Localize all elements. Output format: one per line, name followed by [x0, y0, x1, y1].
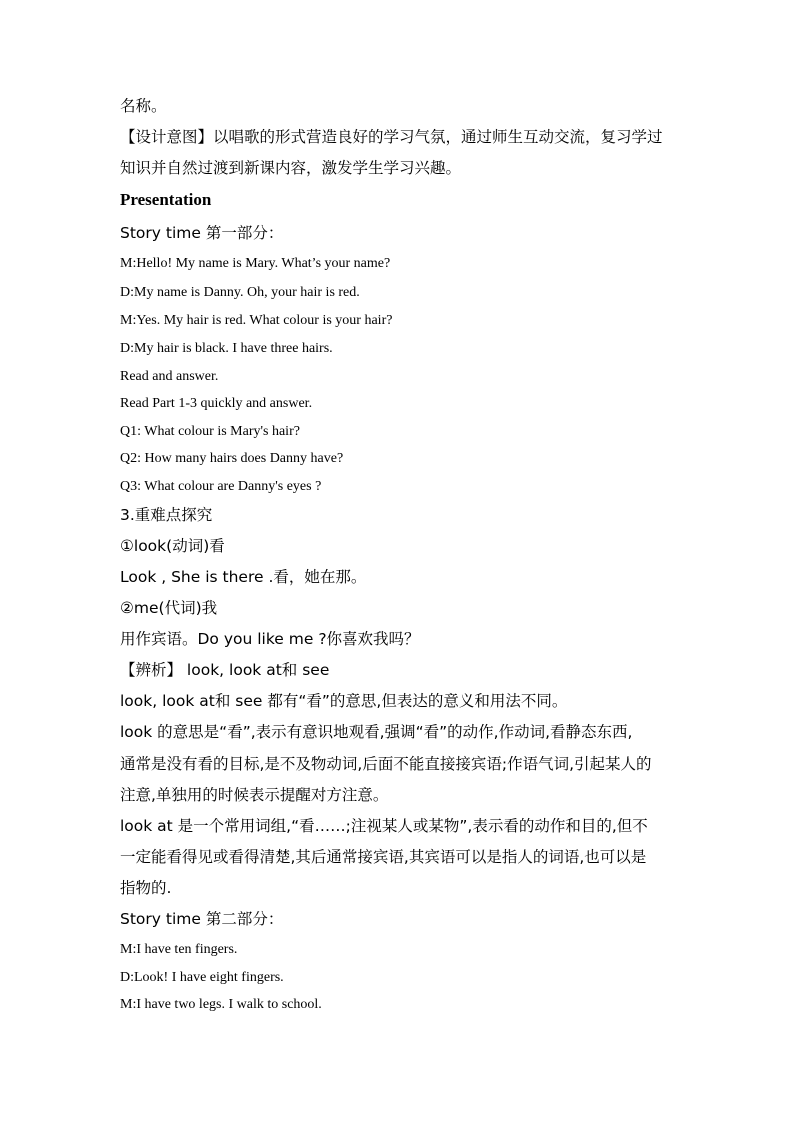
text-line: look 的意思是“看”,表示有意识地观看,强调“看”的动作,作动词,看静态东西, [120, 723, 633, 741]
text-line: 知识并自然过渡到新课内容，激发学生学习兴趣。 [120, 159, 462, 177]
text-line: Read and answer. [120, 369, 219, 384]
question-line: Q1: What colour is Mary's hair? [120, 424, 300, 439]
text-line: ②me(代词)我 [120, 599, 218, 617]
text-line: 通常是没有看的目标,是不及物动词,后面不能直接接宾语;作语气词,引起某人的 [120, 755, 652, 773]
dialogue-line: D:Look! I have eight fingers. [120, 970, 284, 985]
dialogue-line: M:Hello! My name is Mary. What’s your name? [120, 256, 391, 271]
text-line: ①look(动词)看 [120, 537, 225, 555]
question-line: Q3: What colour are Danny's eyes ? [120, 479, 322, 494]
dialogue-line: M:I have ten fingers. [120, 942, 238, 957]
text-line: 【辨析】 look, look at和 see [120, 661, 330, 679]
text-line: Story time 第二部分： [120, 910, 284, 928]
text-line: Read Part 1-3 quickly and answer. [120, 396, 313, 411]
text-line: 用作宾语。Do you like me ?你喜欢我吗？ [120, 630, 420, 648]
dialogue-line: M:I have two legs. I walk to school. [120, 997, 322, 1012]
text-line: 3.重难点探究 [120, 506, 213, 524]
text-line: 【设计意图】以唱歌的形式营造良好的学习气氛，通过师生互动交流，复习学过 [120, 128, 663, 146]
text-line: look at 是一个常用词组,“看……;注视某人或某物”,表示看的动作和目的,但不 [120, 817, 648, 835]
text-line: 注意,单独用的时候表示提醒对方注意。 [120, 786, 389, 804]
text-line: 指物的. [120, 879, 172, 897]
text-line: 一定能看得见或看得清楚,其后通常接宾语,其宾语可以是指人的词语,也可以是 [120, 848, 647, 866]
text-line: Story time 第一部分： [120, 224, 284, 242]
text-line: 名称。 [120, 97, 167, 115]
section-heading: Presentation [120, 190, 212, 209]
dialogue-line: D:My name is Danny. Oh, your hair is red. [120, 285, 360, 300]
dialogue-line: D:My hair is black. I have three hairs. [120, 341, 333, 356]
text-line: Look , She is there .看，她在那。 [120, 568, 367, 586]
dialogue-line: M:Yes. My hair is red. What colour is your hair? [120, 313, 393, 328]
question-line: Q2: How many hairs does Danny have? [120, 451, 344, 466]
text-line: look, look at和 see 都有“看”的意思,但表达的意义和用法不同。 [120, 692, 568, 710]
